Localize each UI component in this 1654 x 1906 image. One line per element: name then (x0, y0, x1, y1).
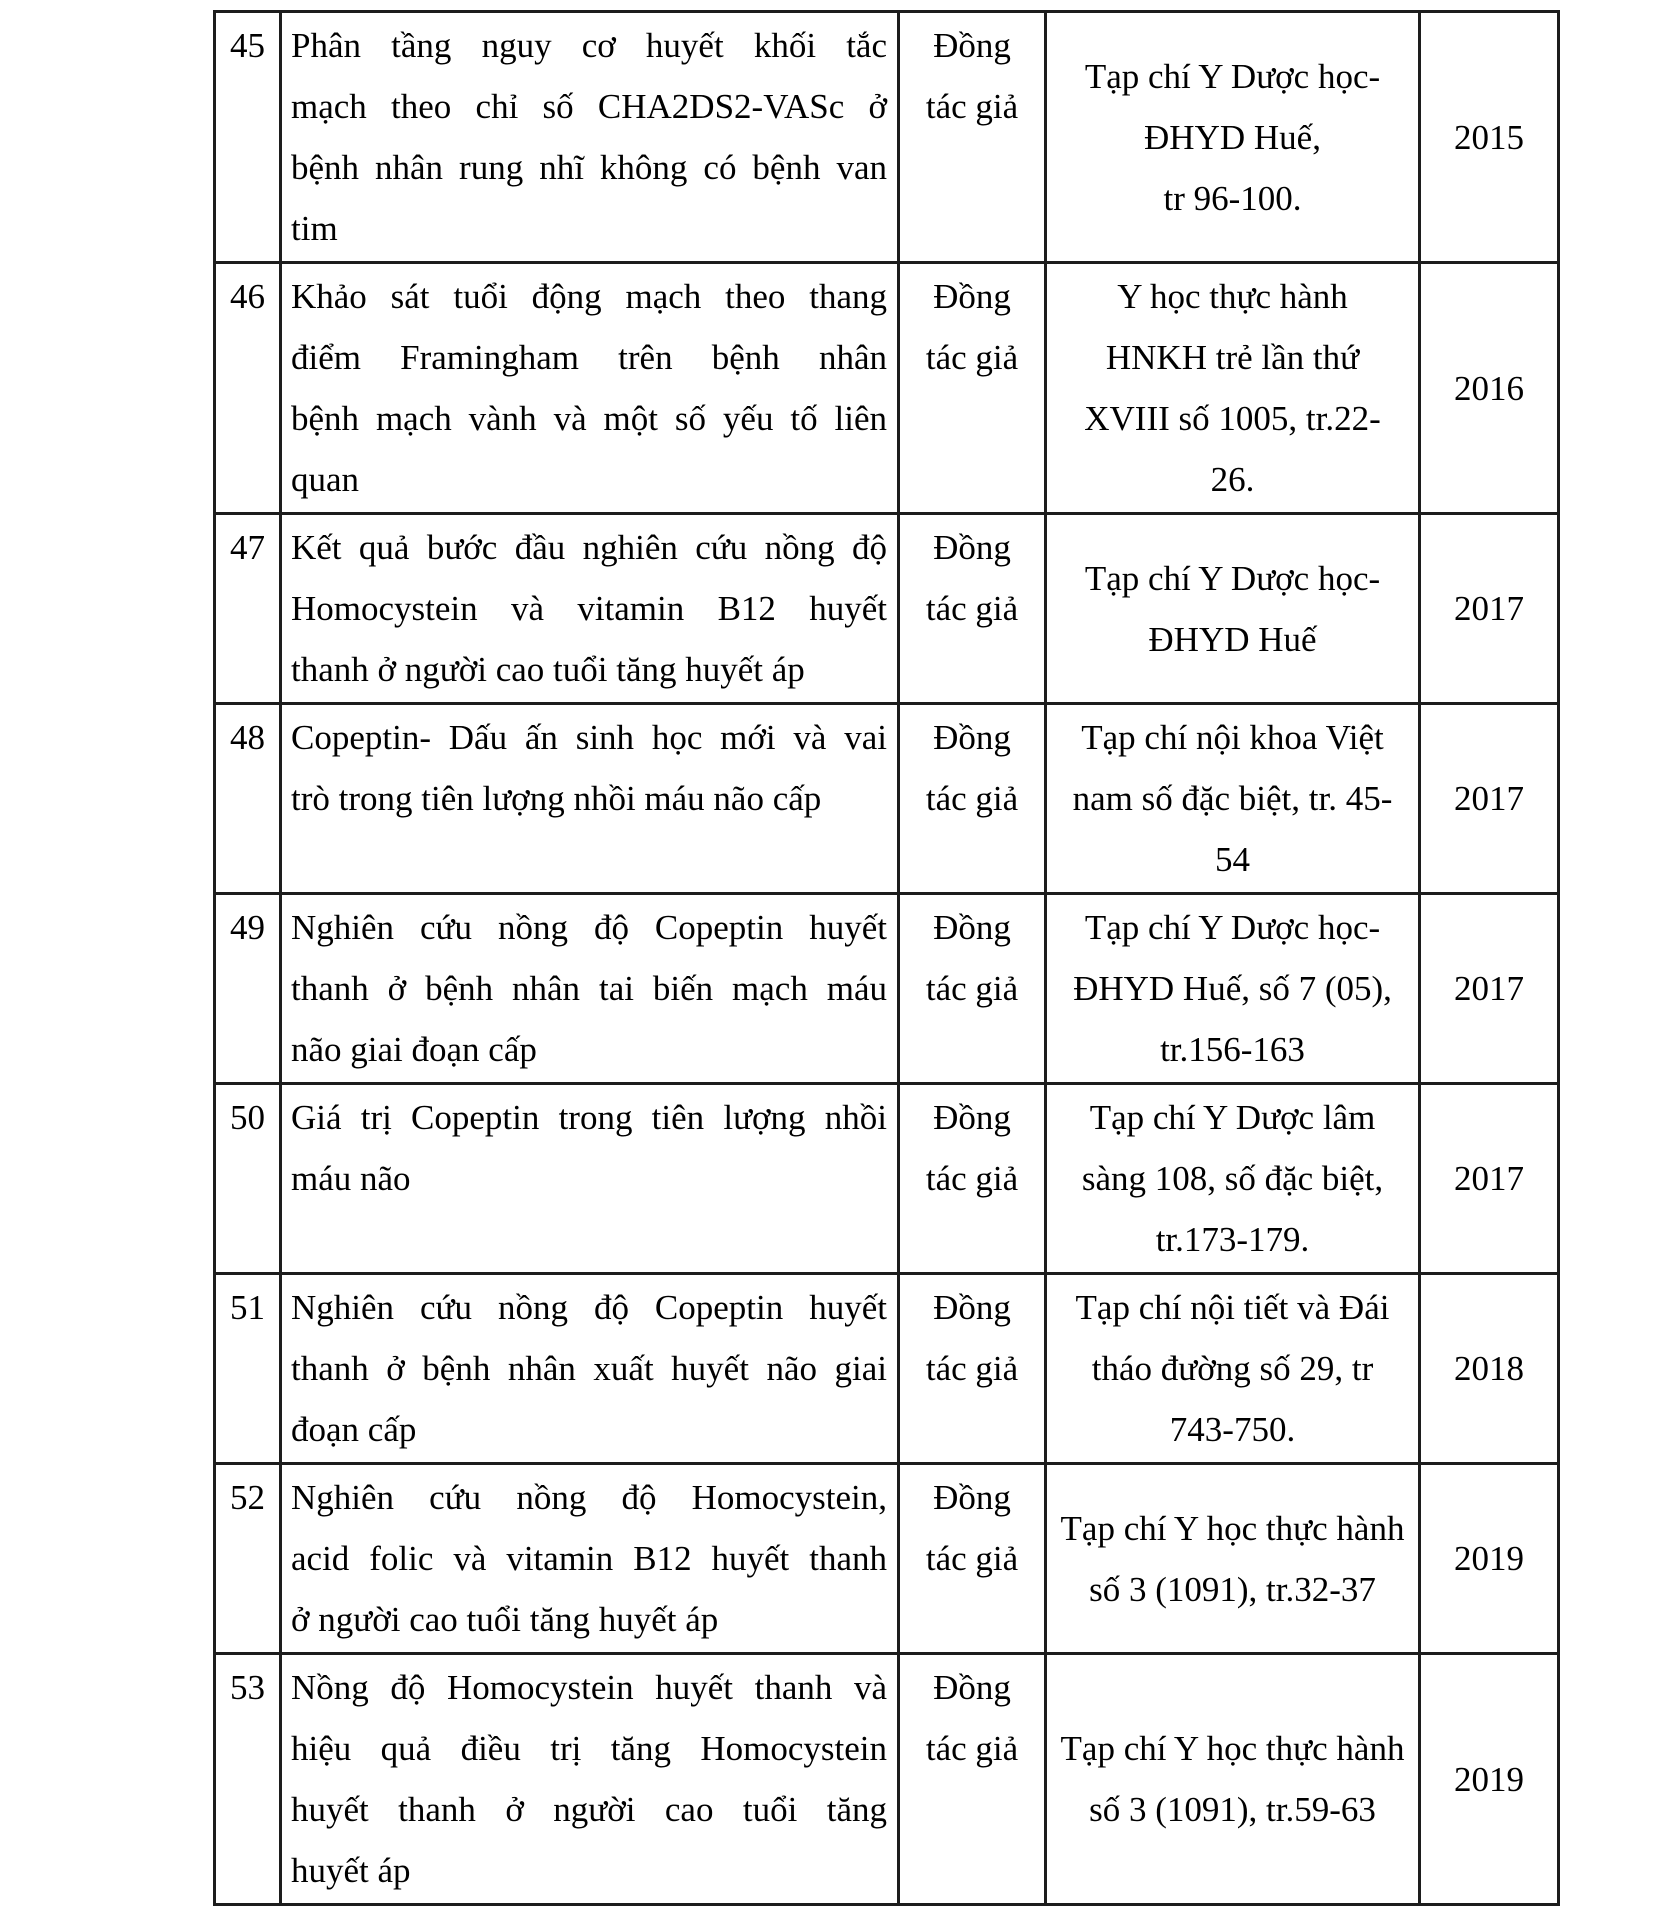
publication-title: Nồng độ Homocystein huyết thanh và hiệu quả điều trị tăng Homocystein huyết thanh ở người cao tuổi tăng huyết áp (281, 1654, 899, 1905)
row-number: 49 (215, 894, 281, 1084)
table-row (215, 1084, 1559, 1274)
journal-info: Tạp chí Y Dược học- ĐHYD Huế, tr 96-100. (1046, 12, 1420, 263)
publication-title: Kết quả bước đầu nghiên cứu nồng độ Homocystein và vitamin B12 huyết thanh ở người cao tuổi tăng huyết áp (281, 514, 899, 704)
journal-info: Tạp chí nội tiết và Đái tháo đường số 29, tr 743-750. (1046, 1274, 1420, 1464)
table-row (215, 1464, 1559, 1654)
author-role: Đồng tác giả (899, 12, 1046, 263)
table-row (215, 1274, 1559, 1464)
publication-title: Phân tầng nguy cơ huyết khối tắc mạch theo chỉ số CHA2DS2-VASc ở bệnh nhân rung nhĩ không có bệnh van tim (281, 12, 899, 263)
author-role: Đồng tác giả (899, 704, 1046, 894)
table-row (215, 1654, 1559, 1905)
table-row (215, 894, 1559, 1084)
row-number: 47 (215, 514, 281, 704)
publication-year: 2016 (1420, 263, 1559, 514)
row-number: 50 (215, 1084, 281, 1274)
publication-title: Copeptin- Dấu ấn sinh học mới và vai trò trong tiên lượng nhồi máu não cấp (281, 704, 899, 894)
journal-info: Tạp chí Y Dược học- ĐHYD Huế (1046, 514, 1420, 704)
row-number: 46 (215, 263, 281, 514)
publication-year: 2019 (1420, 1654, 1559, 1905)
table-row (215, 514, 1559, 704)
journal-info: Tạp chí Y Dược lâm sàng 108, số đặc biệt, tr.173-179. (1046, 1084, 1420, 1274)
author-role: Đồng tác giả (899, 894, 1046, 1084)
row-number: 45 (215, 12, 281, 263)
row-number: 53 (215, 1654, 281, 1905)
publication-year: 2017 (1420, 1084, 1559, 1274)
row-number: 52 (215, 1464, 281, 1654)
journal-info: Tạp chí Y Dược học- ĐHYD Huế, số 7 (05), tr.156-163 (1046, 894, 1420, 1084)
table-row (215, 704, 1559, 894)
publication-year: 2018 (1420, 1274, 1559, 1464)
publication-title: Nghiên cứu nồng độ Homocystein, acid folic và vitamin B12 huyết thanh ở người cao tuổi tăng huyết áp (281, 1464, 899, 1654)
author-role: Đồng tác giả (899, 1274, 1046, 1464)
journal-info: Y học thực hành HNKH trẻ lần thứ XVIII số 1005, tr.22- 26. (1046, 263, 1420, 514)
publication-title: Nghiên cứu nồng độ Copeptin huyết thanh ở bệnh nhân tai biến mạch máu não giai đoạn cấp (281, 894, 899, 1084)
journal-info: Tạp chí Y học thực hành số 3 (1091), tr.59-63 (1046, 1654, 1420, 1905)
publication-year: 2017 (1420, 894, 1559, 1084)
publication-title: Khảo sát tuổi động mạch theo thang điểm Framingham trên bệnh nhân bệnh mạch vành và một số yếu tố liên quan (281, 263, 899, 514)
row-number: 51 (215, 1274, 281, 1464)
publications-table (213, 10, 1560, 1906)
journal-info: Tạp chí Y học thực hành số 3 (1091), tr.32-37 (1046, 1464, 1420, 1654)
author-role: Đồng tác giả (899, 263, 1046, 514)
publication-year: 2015 (1420, 12, 1559, 263)
publication-title: Nghiên cứu nồng độ Copeptin huyết thanh ở bệnh nhân xuất huyết não giai đoạn cấp (281, 1274, 899, 1464)
author-role: Đồng tác giả (899, 1464, 1046, 1654)
journal-info: Tạp chí nội khoa Việt nam số đặc biệt, tr. 45- 54 (1046, 704, 1420, 894)
table-row (215, 12, 1559, 263)
publication-year: 2019 (1420, 1464, 1559, 1654)
table-row (215, 263, 1559, 514)
publication-year: 2017 (1420, 704, 1559, 894)
author-role: Đồng tác giả (899, 1654, 1046, 1905)
publication-title: Giá trị Copeptin trong tiên lượng nhồi máu não (281, 1084, 899, 1274)
author-role: Đồng tác giả (899, 1084, 1046, 1274)
row-number: 48 (215, 704, 281, 894)
author-role: Đồng tác giả (899, 514, 1046, 704)
publication-year: 2017 (1420, 514, 1559, 704)
